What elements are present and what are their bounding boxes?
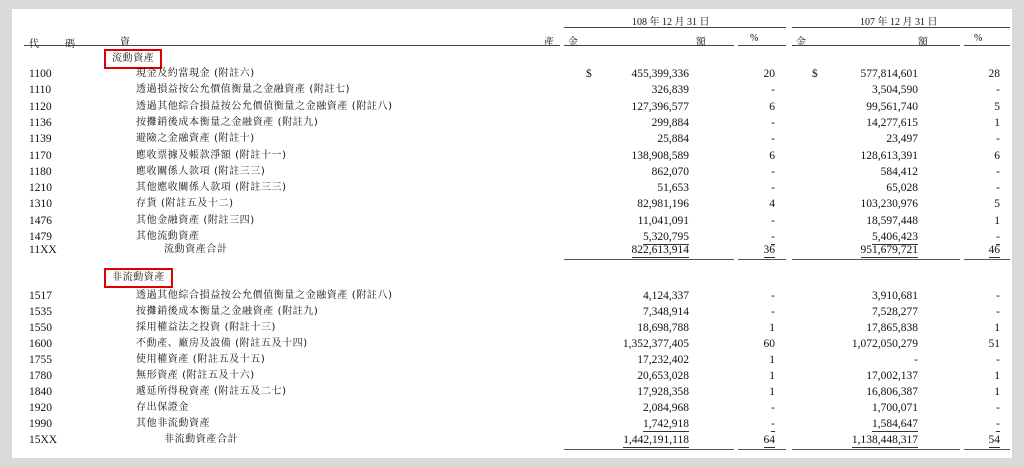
total-amount-2019: 822,613,914: [631, 244, 689, 256]
total-double-rule: [964, 449, 1010, 450]
balance-sheet-page: [12, 9, 1012, 458]
amount-2018: 23,497: [886, 133, 918, 146]
total-percent-2019: 64: [763, 434, 775, 446]
account-name: 透過其他綜合損益按公允價值衡量之金融資產 (附註八): [136, 290, 393, 301]
table-row: [12, 132, 1012, 146]
percent-2018: -: [996, 354, 1000, 366]
amount-header-left-2: 金: [796, 37, 806, 48]
percent-2018: 1: [994, 214, 1000, 227]
amount-2018: 584,412: [880, 165, 918, 178]
account-code: 1535: [29, 306, 52, 318]
amount-2019: 25,884: [657, 133, 689, 146]
amount-2018: 3,910,681: [872, 290, 918, 302]
table-row: [12, 385, 1012, 399]
percent-2018: -: [996, 418, 1000, 430]
percent-2018: -: [996, 290, 1000, 302]
asset-column-header-right: 產: [544, 37, 554, 48]
amount-2019: 127,396,577: [631, 100, 689, 113]
currency-symbol: $: [586, 68, 592, 80]
amount-2019: 17,928,358: [637, 386, 689, 398]
percent-2019: -: [771, 116, 775, 129]
account-name: 應收票據及帳款淨額 (附註十一): [136, 149, 287, 161]
account-code: 1600: [29, 338, 52, 350]
amount-2018: 128,613,391: [860, 149, 918, 162]
account-code: 1476: [29, 214, 52, 227]
amount-2019: 4,124,337: [643, 290, 689, 302]
percent-2019: 1: [769, 354, 775, 366]
total-name: 流動資產合計: [164, 244, 228, 255]
total-double-rule: [564, 259, 734, 260]
amount-2018: 14,277,615: [866, 116, 918, 129]
account-code: 1100: [29, 68, 52, 80]
percent-2018: 1: [994, 386, 1000, 398]
total-code: 11XX: [29, 244, 57, 256]
amount-2019: 20,653,028: [637, 370, 689, 382]
amount-2018: 103,230,976: [860, 198, 918, 211]
total-amount-2018: 1,138,448,317: [851, 434, 918, 446]
account-code: 1120: [29, 100, 52, 113]
noncurrent-assets-heading: 非流動資產: [104, 268, 173, 288]
account-name: 存貨 (附註五及十二): [136, 198, 234, 210]
amount-2018: 17,865,838: [866, 322, 918, 334]
account-code: 1139: [29, 133, 52, 146]
total-row: [12, 243, 1012, 257]
percent-2019: -: [771, 182, 775, 195]
table-row: [12, 197, 1012, 211]
account-name: 無形資產 (附註五及十六): [136, 370, 255, 381]
table-row: [12, 289, 1012, 303]
percent-2018: -: [996, 165, 1000, 178]
total-percent-2019: 36: [763, 244, 775, 256]
amount-2019: 1,742,918: [643, 418, 689, 430]
account-code: 1840: [29, 386, 52, 398]
amount-2018: 3,504,590: [872, 84, 918, 97]
amount-2019: 1,352,377,405: [622, 338, 689, 350]
account-name: 按攤銷後成本衡量之金融資產 (附註九): [136, 116, 319, 128]
account-name: 現金及約當現金 (附註六): [136, 68, 255, 79]
total-amount-2019: 1,442,191,118: [623, 434, 689, 446]
percent-2019: -: [771, 133, 775, 146]
account-code: 1780: [29, 370, 52, 382]
table-row: [12, 369, 1012, 383]
percent-2019: -: [771, 165, 775, 178]
table-row: [12, 230, 1012, 244]
percent-2018: 1: [994, 116, 1000, 129]
account-code: 1310: [29, 198, 52, 211]
amount-2018: 577,814,601: [860, 68, 918, 80]
total-double-rule: [738, 259, 786, 260]
percent-2018: 1: [994, 322, 1000, 334]
amount-2018: 1,072,050,279: [851, 338, 918, 350]
total-code: 15XX: [29, 434, 58, 446]
amount-2019: 5,320,795: [643, 231, 689, 243]
table-row: [12, 337, 1012, 351]
account-name: 遞延所得稅資產 (附註五及二七): [136, 386, 287, 397]
percent-2018: -: [996, 182, 1000, 195]
account-name: 其他非流動資產: [136, 418, 211, 429]
percent-2019: -: [771, 290, 775, 302]
table-row: [12, 305, 1012, 319]
table-row: [12, 417, 1012, 431]
account-name: 採用權益法之投資 (附註十三): [136, 322, 276, 333]
percent-2019: -: [771, 306, 775, 318]
table-row: [12, 401, 1012, 415]
percent-2019: 6: [769, 100, 775, 113]
amount-2019: 82,981,196: [637, 198, 689, 211]
amount-2018: 5,406,423: [872, 231, 918, 243]
account-name: 其他應收關係人款項 (附註三三): [136, 182, 287, 194]
year-107-rule: [792, 27, 1010, 28]
account-name: 應收關係人款項 (附註三三): [136, 165, 266, 177]
total-double-rule: [738, 449, 786, 450]
percent-2018: 1: [994, 370, 1000, 382]
total-double-rule: [964, 259, 1010, 260]
amount-2019: 51,653: [657, 182, 689, 195]
percent-2018: 51: [988, 338, 1000, 350]
amount-2019: 455,399,336: [631, 68, 689, 80]
percent-2018: -: [996, 84, 1000, 97]
percent-2019: 1: [769, 386, 775, 398]
table-row: [12, 214, 1012, 228]
account-name: 不動產、廠房及設備 (附註五及十四): [136, 338, 308, 349]
percent-2019: -: [771, 402, 775, 414]
account-name: 按攤銷後成本衡量之金融資產 (附註九): [136, 306, 319, 317]
total-row: [12, 433, 1012, 447]
table-row: [12, 67, 1012, 81]
percent-2018: 28: [988, 68, 1000, 80]
amount-2018: 18,597,448: [866, 214, 918, 227]
percent-2018: 5: [994, 100, 1000, 113]
percent-2018: -: [996, 306, 1000, 318]
account-code: 1920: [29, 402, 52, 414]
total-double-rule: [792, 259, 960, 260]
amount-2019: 138,908,589: [631, 149, 689, 162]
amount-2019: 18,698,788: [637, 322, 689, 334]
asset-header-rule: [24, 45, 560, 46]
account-name: 其他流動資產: [136, 231, 200, 242]
amount-2019: 7,348,914: [643, 306, 689, 318]
percent-rule-1: [738, 45, 786, 46]
percent-rule-2: [964, 45, 1010, 46]
amount-rule-1: [564, 45, 734, 46]
amount-2019: 862,070: [651, 165, 689, 178]
percent-2019: -: [771, 214, 775, 227]
table-row: [12, 353, 1012, 367]
amount-2018: 7,528,277: [872, 306, 918, 318]
account-name: 透過損益按公允價值衡量之金融資產 (附註七): [136, 84, 351, 96]
amount-2018: 16,806,387: [866, 386, 918, 398]
account-code: 1136: [29, 116, 52, 129]
account-code: 1990: [29, 418, 52, 430]
amount-header-left-1: 金: [568, 37, 578, 48]
amount-2018: 1,584,647: [872, 418, 918, 430]
table-row: [12, 321, 1012, 335]
percent-2019: 60: [763, 338, 775, 350]
amount-2018: 99,561,740: [866, 100, 918, 113]
table-row: [12, 181, 1012, 195]
current-assets-heading: 流動資產: [104, 49, 162, 69]
percent-2019: 1: [769, 322, 775, 334]
percent-2018: -: [996, 133, 1000, 146]
amount-2019: 11,041,091: [637, 214, 689, 227]
year-108-rule: [564, 27, 786, 28]
amount-2019: 326,839: [651, 84, 689, 97]
total-double-rule: [564, 449, 734, 450]
amount-2019: 2,084,968: [643, 402, 689, 414]
account-code: 1479: [29, 231, 52, 243]
year-header-108: 108 年 12 月 31 日: [632, 17, 710, 28]
account-name: 使用權資產 (附註五及十五): [136, 354, 266, 365]
amount-2018: 65,028: [886, 182, 918, 195]
asset-column-header-left: 資: [120, 37, 130, 48]
table-row: [12, 165, 1012, 179]
percent-2019: 1: [769, 370, 775, 382]
account-code: 1170: [29, 149, 52, 162]
percent-2019: 4: [769, 198, 775, 211]
percent-2019: -: [771, 84, 775, 97]
total-percent-2018: 54: [988, 434, 1000, 446]
total-amount-2018: 951,679,721: [860, 244, 918, 256]
code-column-header: 代 碼: [29, 39, 77, 50]
percent-2019: -: [771, 418, 775, 430]
amount-2018: 17,002,137: [866, 370, 918, 382]
table-row: [12, 83, 1012, 97]
amount-2019: 299,884: [651, 116, 689, 129]
percent-2019: -: [771, 231, 775, 243]
account-name: 存出保證金: [136, 402, 189, 413]
currency-symbol: $: [812, 68, 818, 80]
percent-2018: -: [996, 402, 1000, 414]
total-double-rule: [792, 449, 960, 450]
account-name: 避險之金融資產 (附註十): [136, 133, 255, 145]
amount-header-right-1: 額: [696, 37, 706, 48]
account-name: 透過其他綜合損益按公允價值衡量之金融資產 (附註八): [136, 100, 393, 112]
amount-2019: 17,232,402: [637, 354, 689, 366]
percent-header-1: %: [750, 33, 759, 44]
account-code: 1755: [29, 354, 52, 366]
total-name: 非流動資產合計: [164, 434, 239, 445]
table-row: [12, 100, 1012, 114]
amount-rule-2: [792, 45, 960, 46]
total-percent-2018: 46: [988, 244, 1000, 256]
account-code: 1210: [29, 182, 52, 195]
amount-header-right-2: 額: [918, 37, 928, 48]
percent-2019: 6: [769, 149, 775, 162]
percent-2018: 6: [994, 149, 1000, 162]
account-code: 1517: [29, 290, 52, 302]
table-row: [12, 116, 1012, 130]
percent-2019: 20: [763, 68, 775, 80]
table-row: [12, 149, 1012, 163]
percent-2018: -: [996, 231, 1000, 243]
amount-2018: -: [914, 354, 918, 366]
account-code: 1180: [29, 165, 52, 178]
amount-2018: 1,700,071: [872, 402, 918, 414]
percent-2018: 5: [994, 198, 1000, 211]
percent-header-2: %: [974, 33, 983, 44]
account-code: 1550: [29, 322, 52, 334]
account-code: 1110: [29, 84, 52, 97]
account-name: 其他金融資產 (附註三四): [136, 214, 255, 226]
year-header-107: 107 年 12 月 31 日: [860, 17, 938, 28]
